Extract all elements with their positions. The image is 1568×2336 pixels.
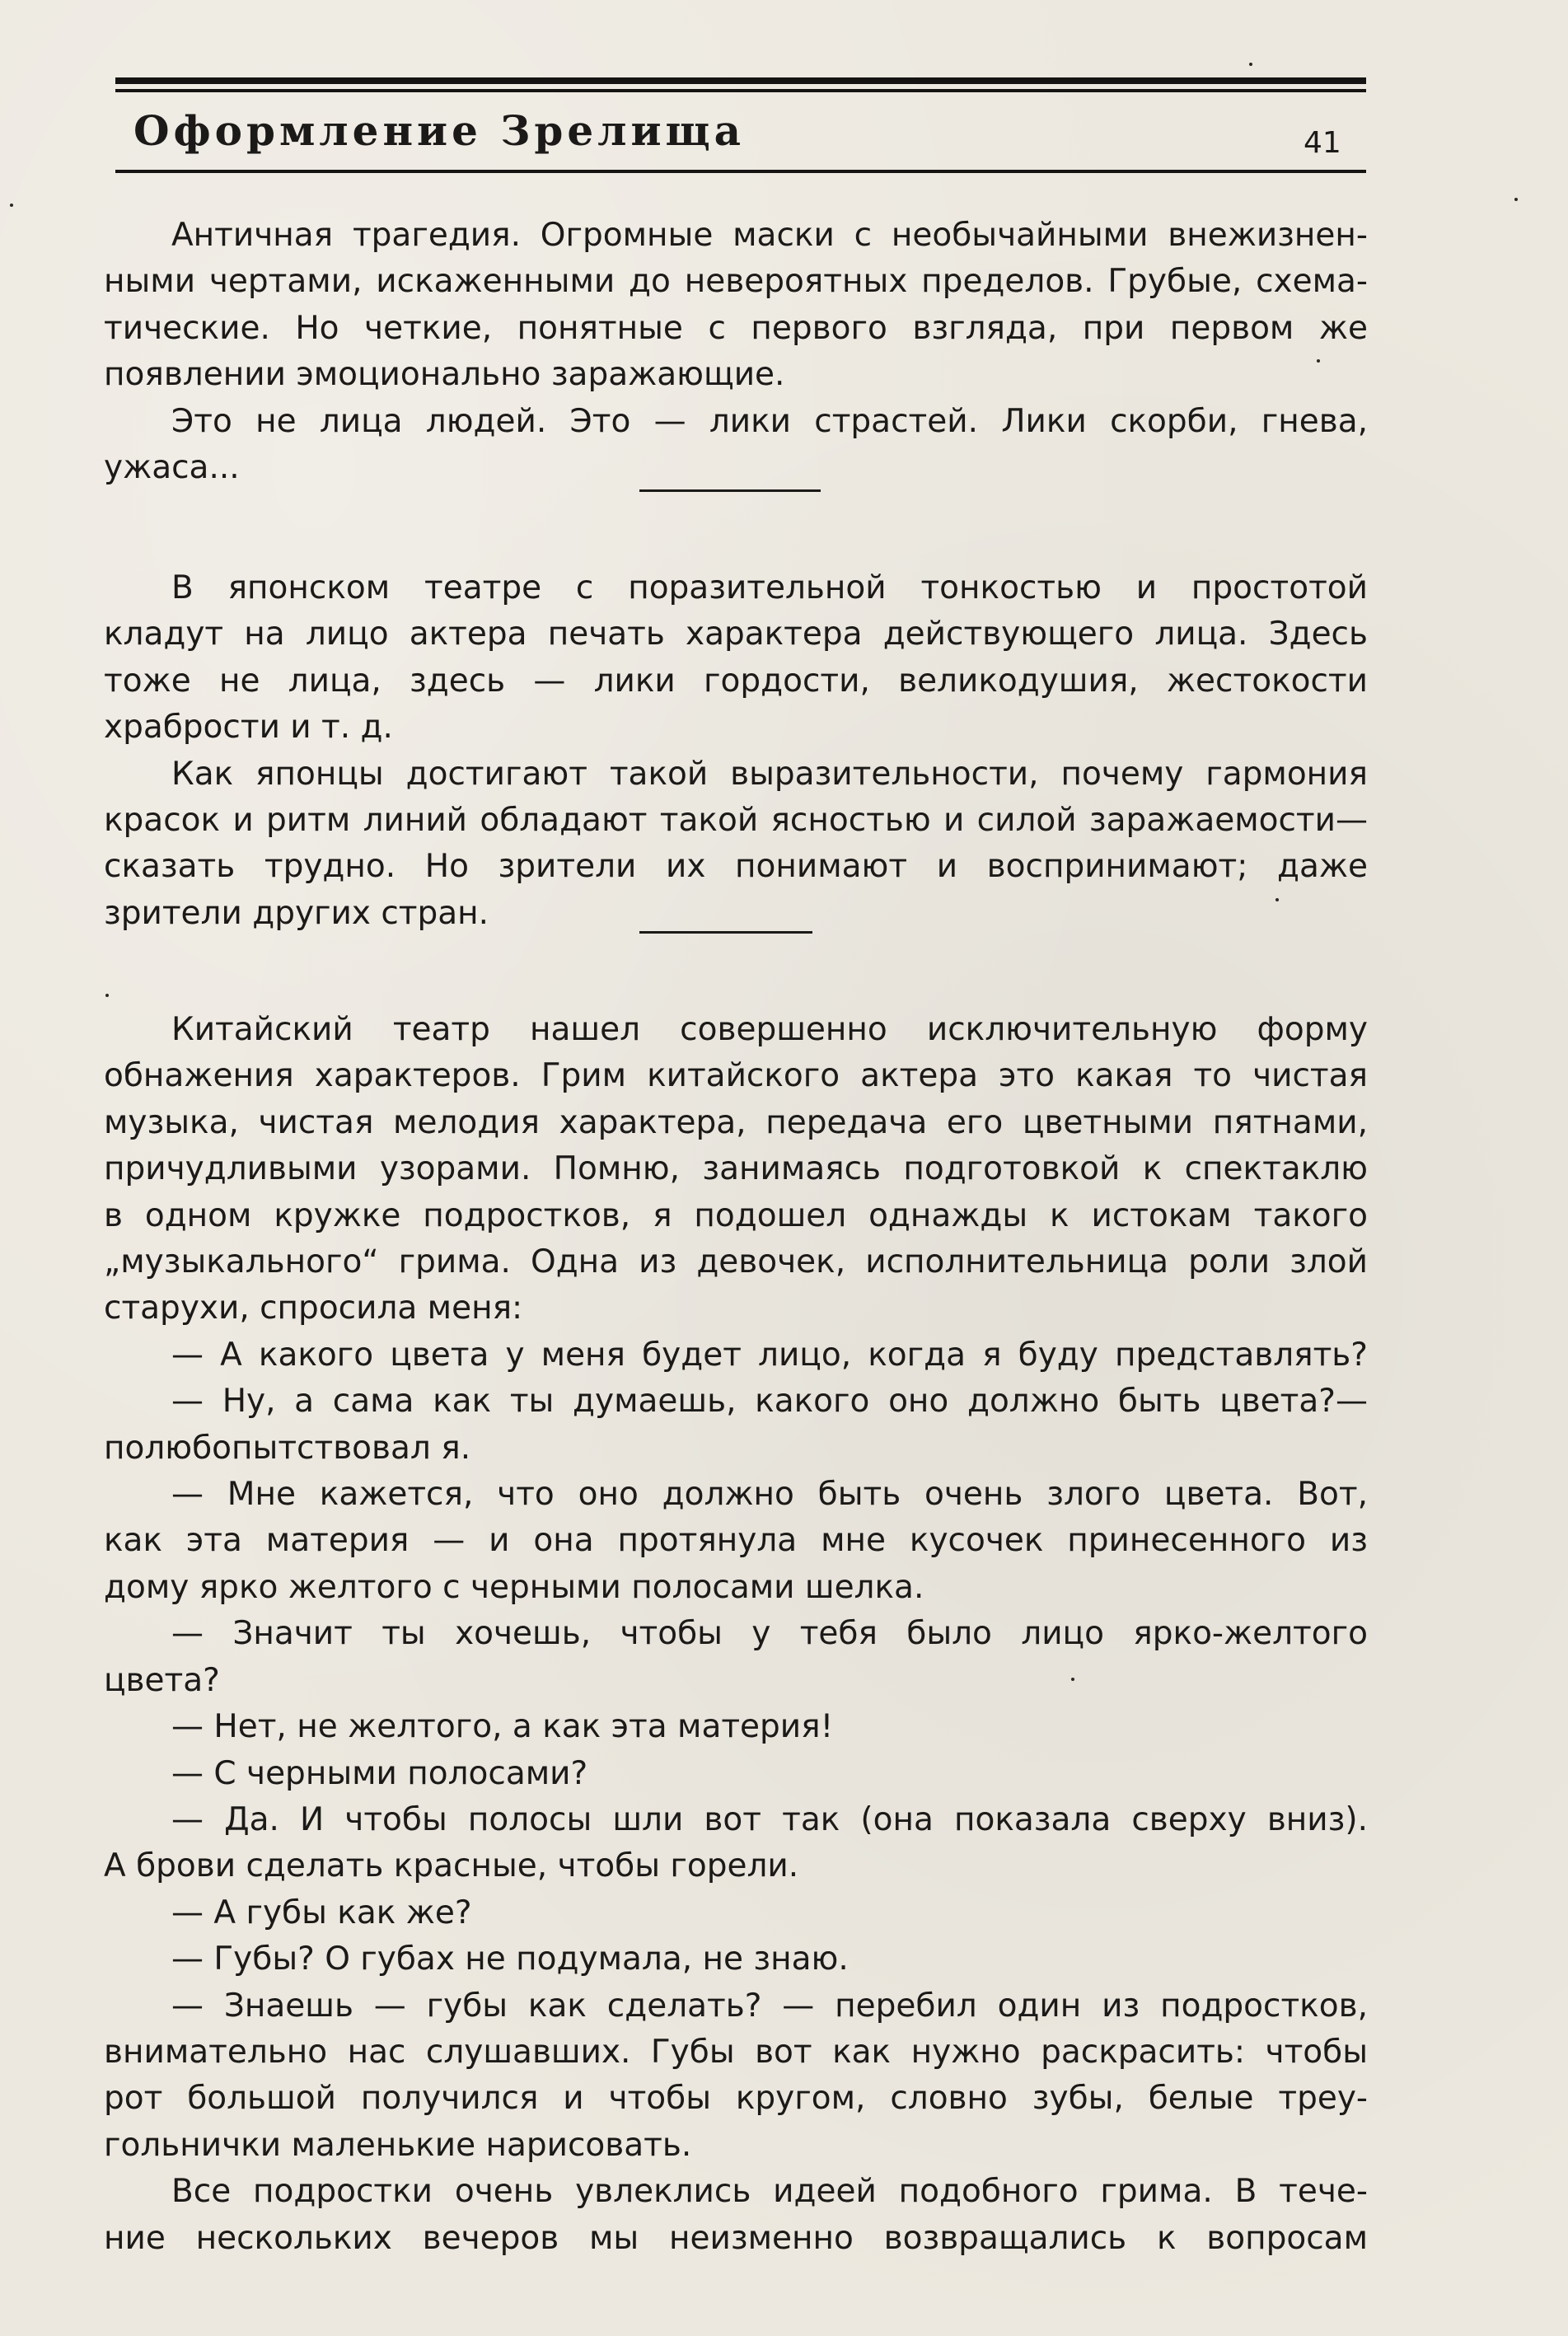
dialogue-line: полюбопытствовал я. bbox=[104, 1429, 471, 1467]
text-line: старухи, спросила меня: bbox=[104, 1290, 523, 1327]
scan-speck bbox=[105, 994, 109, 997]
scan-speck bbox=[1275, 898, 1279, 901]
scan-speck bbox=[1249, 63, 1252, 66]
text-line: В японском театре с поразительной тонкостью и простотой bbox=[171, 569, 1368, 606]
dialogue-line: как эта материя — и она протянула мне кусочек принесенного из bbox=[104, 1522, 1368, 1560]
dialogue-line: — А какого цвета у меня будет лицо, когда я буду представлять? bbox=[171, 1336, 1368, 1374]
text-line: Античная трагедия. Огромные маски с необычайными внежизнен- bbox=[171, 217, 1368, 254]
header-rule-thick bbox=[115, 77, 1366, 84]
dialogue-line: — Ну, а сама как ты думаешь, какого оно должно быть цвета?— bbox=[171, 1383, 1368, 1421]
scan-speck bbox=[1514, 198, 1518, 201]
header-rule-thin bbox=[115, 89, 1366, 92]
text-line: тоже не лица, здесь — лики гордости, великодушия, жестокости bbox=[104, 662, 1368, 700]
text-line: Китайский театр нашел совершенно исключительную форму bbox=[171, 1011, 1368, 1048]
section-chinese-theatre bbox=[104, 1007, 1368, 2262]
section-separator bbox=[639, 489, 821, 492]
text-line: сказать трудно. Но зрители их понимают и воспринимают; даже bbox=[104, 848, 1368, 886]
text-line: ние нескольких вечеров мы неизменно возвращались к вопросам bbox=[104, 2219, 1368, 2257]
section-ancient-tragedy bbox=[104, 213, 1368, 491]
dialogue-line: — Да. И чтобы полосы шли вот так (она показала сверху вниз). bbox=[171, 1800, 1368, 1838]
scan-speck bbox=[10, 204, 13, 207]
dialogue-line: — А губы как же? bbox=[171, 1894, 472, 1931]
dialogue-line: дому ярко желтого с черными полосами шелка. bbox=[104, 1568, 924, 1606]
text-line: Это не лица людей. Это — лики страстей. Лики скорби, гнева, bbox=[171, 402, 1368, 440]
dialogue-line: — Мне кажется, что оно должно быть очень злого цвета. Вот, bbox=[171, 1476, 1368, 1514]
text-line: музыка, чистая мелодия характера, передача его цветными пятнами, bbox=[104, 1103, 1368, 1141]
dialogue-line: гольнички маленькие нарисовать. bbox=[104, 2126, 692, 2164]
text-line: храбрости и т. д. bbox=[104, 709, 393, 747]
dialogue-line: — Губы? О губах не подумала, не знаю. bbox=[171, 1940, 849, 1978]
dialogue-line: — С черными полосами? bbox=[171, 1754, 588, 1792]
section-japanese-theatre bbox=[104, 565, 1368, 937]
dialogue-line: — Значит ты хочешь, чтобы у тебя было лицо ярко-желтого bbox=[171, 1615, 1368, 1653]
scan-speck bbox=[1317, 359, 1320, 363]
text-line: ными чертами, искаженными до невероятных пределов. Грубые, схема- bbox=[104, 263, 1368, 301]
header-underline-rule bbox=[115, 170, 1366, 173]
text-line: зрители других стран. bbox=[104, 894, 489, 932]
text-line: обнажения характеров. Грим китайского актера это какая то чистая bbox=[104, 1057, 1368, 1095]
text-line: красок и ритм линий обладают такой ясностью и силой заражаемости— bbox=[104, 802, 1368, 840]
text-line: „музыкального“ грима. Одна из девочек, исполнительница роли злой bbox=[104, 1243, 1368, 1281]
text-line: в одном кружке подростков, я подошел однажды к истокам такого bbox=[104, 1196, 1368, 1234]
text-line: Как японцы достигают такой выразительности, почему гармония bbox=[171, 755, 1368, 793]
text-line: тические. Но четкие, понятные с первого взгляда, при первом же bbox=[104, 309, 1368, 347]
running-header-title: Оформление Зрелища bbox=[133, 106, 746, 155]
dialogue-line: цвета? bbox=[104, 1661, 220, 1699]
section-separator bbox=[639, 931, 812, 934]
text-line: кладут на лицо актера печать характера действующего лица. Здесь bbox=[104, 616, 1368, 653]
text-line: появлении эмоционально заражающие. bbox=[104, 356, 785, 394]
dialogue-line: рот большой получился и чтобы кругом, словно зубы, белые треу- bbox=[104, 2080, 1368, 2118]
text-line: ужаса... bbox=[104, 449, 240, 487]
text-line: Все подростки очень увлеклись идеей подобного грима. В тече- bbox=[171, 2173, 1368, 2211]
dialogue-line: — Знаешь — губы как сделать? — перебил один из подростков, bbox=[171, 1987, 1368, 2025]
text-line: причудливыми узорами. Помню, занимаясь подготовкой к спектаклю bbox=[104, 1150, 1368, 1188]
scan-speck bbox=[1071, 1678, 1074, 1681]
page-number: 41 bbox=[1304, 126, 1341, 160]
dialogue-line: А брови сделать красные, чтобы горели. bbox=[104, 1847, 799, 1885]
dialogue-line: внимательно нас слушавших. Губы вот как нужно раскрасить: чтобы bbox=[104, 2033, 1368, 2071]
dialogue-line: — Нет, не желтого, а как эта материя! bbox=[171, 1708, 834, 1746]
